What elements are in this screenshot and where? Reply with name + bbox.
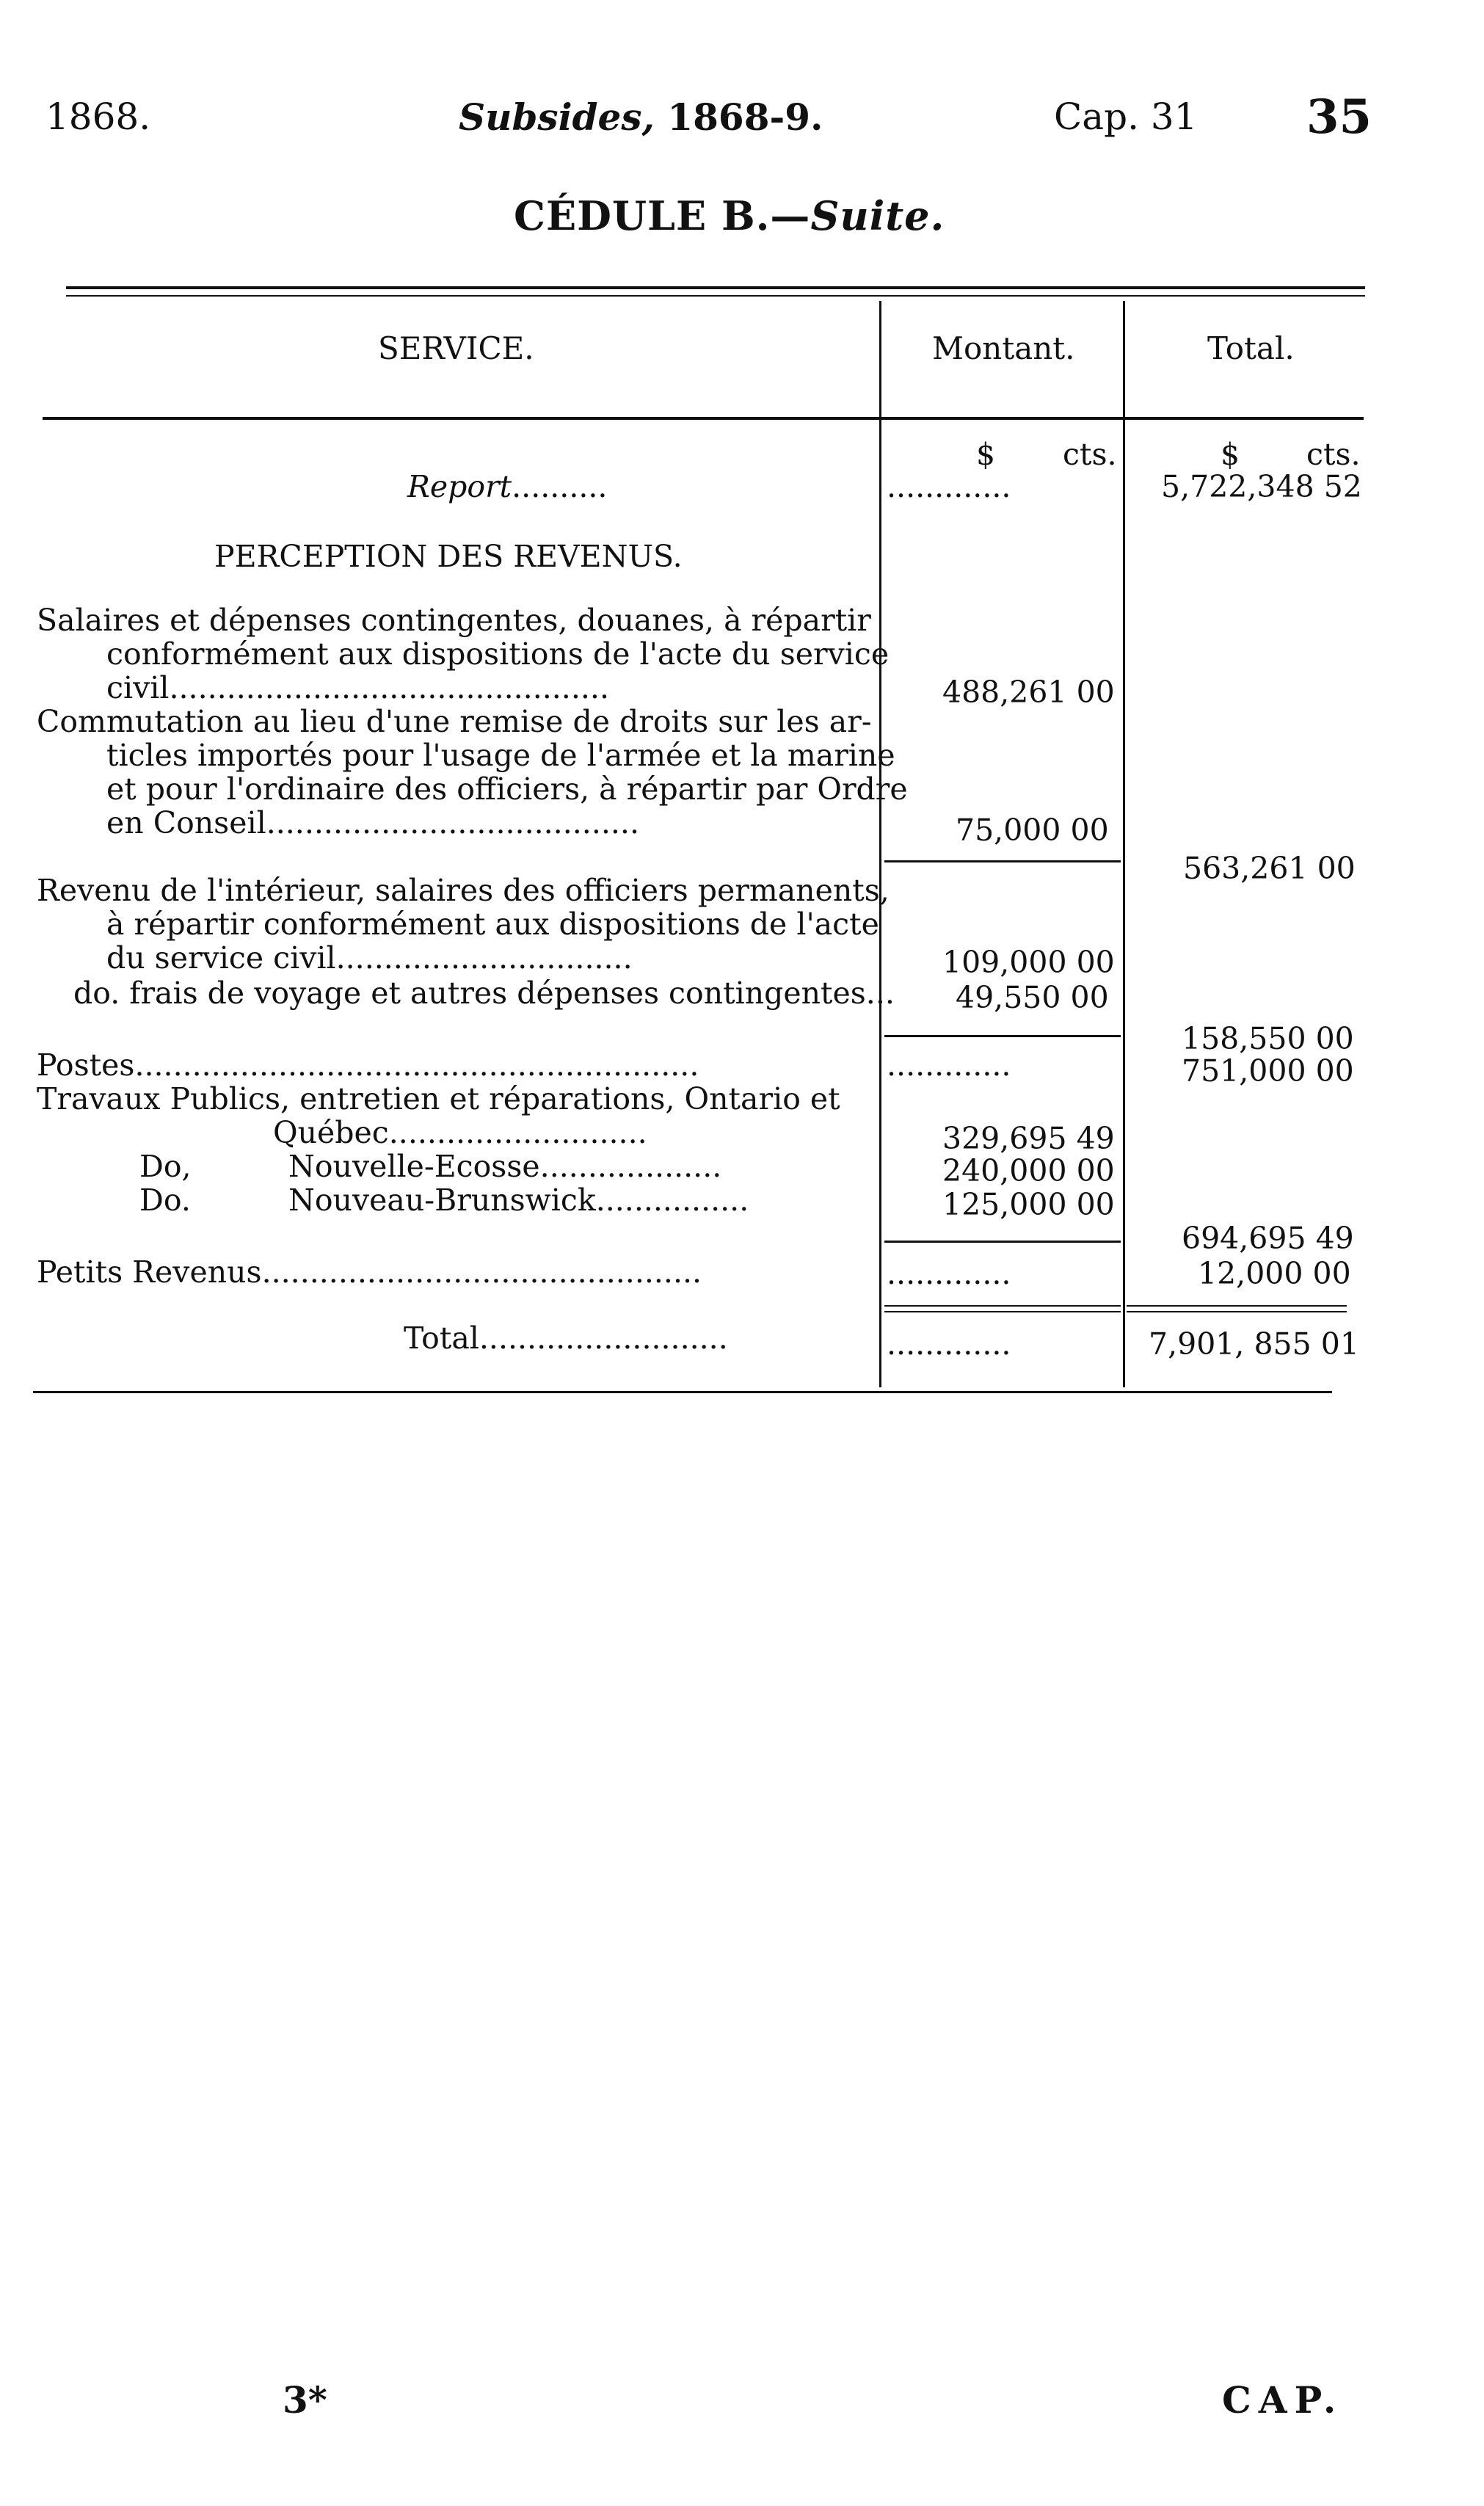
report-leader-dots: ..........	[512, 469, 608, 504]
header-year: 1868.	[46, 95, 151, 138]
travaux-leader-dots: ...........................	[388, 1115, 647, 1150]
nb-label: Nouveau-Brunswick	[288, 1183, 596, 1218]
revenu-montant: 109,000 00	[942, 945, 1115, 980]
frais-montant: 49,550 00	[956, 980, 1109, 1015]
report-montant-dots: .............	[887, 469, 1011, 504]
salaires-line-1: Salaires et dépenses contingentes, douanes, à répartir	[37, 603, 871, 638]
petits-leader-dots: ..............................................	[261, 1254, 702, 1290]
interieur-subtotal-rule	[884, 1035, 1121, 1037]
travaux-line-2	[273, 1116, 647, 1150]
frais-leader-dots: ...	[865, 976, 895, 1011]
total-rule-montant-2	[884, 1311, 1121, 1312]
column-header-total: Total.	[1207, 330, 1295, 366]
total-leader-dots: ..........................	[479, 1321, 728, 1356]
commutation-line-4-text: en Conseil	[106, 805, 266, 840]
salaires-line-2: conformément aux dispositions de l'acte du service	[106, 636, 890, 672]
running-title-italic: Subsides,	[459, 95, 655, 139]
travaux-subtotal-rule	[884, 1241, 1121, 1243]
postes-row	[37, 1048, 699, 1082]
postes-total: 751,000 00	[1182, 1053, 1354, 1089]
postes-leader-dots: ...........................................................	[134, 1047, 699, 1083]
total-row	[404, 1321, 728, 1355]
commutation-line-3: et pour l'ordinaire des officiers, à répartir par Ordre	[106, 771, 908, 807]
revenu-line-1: Revenu de l'intérieur, salaires des officiers permanents,	[37, 873, 890, 908]
ne-leader-dots: ...................	[539, 1149, 722, 1184]
frais-label: do. frais de voyage et autres dépenses contingentes	[73, 976, 866, 1011]
column-header-montant: Montant.	[932, 330, 1075, 366]
ne-row	[288, 1150, 721, 1183]
travaux-line-2-text: Québec	[273, 1115, 389, 1150]
douanes-total: 563,261 00	[1183, 851, 1356, 886]
nb-leader-dots: ................	[595, 1183, 749, 1218]
salaires-line-3	[106, 671, 609, 705]
montant-dollar-sign: $	[976, 437, 996, 472]
total-montant-dots: .............	[887, 1326, 1011, 1362]
total-cents-label: cts.	[1306, 437, 1361, 472]
page-number: 35	[1306, 90, 1372, 145]
total-label: Total	[404, 1321, 479, 1356]
douanes-subtotal-rule	[884, 860, 1121, 862]
salaires-line-3-text: civil	[106, 670, 170, 705]
table-top-rule-1	[66, 286, 1365, 289]
total-rule-total-2	[1127, 1311, 1347, 1312]
header-bottom-rule	[43, 417, 1364, 420]
postes-label: Postes	[37, 1047, 135, 1083]
column-divider-service-montant	[879, 301, 881, 1387]
revenu-leader-dots: ...............................	[335, 940, 633, 976]
ne-do: Do,	[139, 1149, 192, 1184]
nb-row	[288, 1183, 749, 1217]
running-title	[459, 95, 823, 139]
catchword: CAP.	[1222, 2378, 1344, 2422]
travaux-total: 694,695 49	[1182, 1221, 1354, 1256]
petits-montant-dots: .............	[887, 1256, 1011, 1291]
commutation-leader-dots: .......................................	[266, 805, 639, 840]
nb-do: Do.	[139, 1183, 191, 1218]
salaires-leader-dots: ..............................................	[169, 670, 609, 705]
nb-montant: 125,000 00	[942, 1187, 1115, 1222]
petits-row	[37, 1255, 702, 1289]
running-title-years: 1868-9.	[667, 95, 823, 139]
grand-total: 7,901, 855 01	[1149, 1326, 1359, 1362]
commutation-line-1: Commutation au lieu d'une remise de droits sur les ar-	[37, 704, 872, 739]
report-label: Report	[407, 469, 512, 504]
column-divider-montant-total	[1123, 301, 1125, 1387]
petits-total: 12,000 00	[1198, 1256, 1351, 1291]
section-title-suite: Suite.	[810, 192, 945, 239]
column-header-service: SERVICE.	[378, 330, 534, 366]
commutation-montant: 75,000 00	[956, 813, 1109, 848]
travaux-montant: 329,695 49	[942, 1121, 1115, 1156]
section-title	[514, 192, 945, 239]
salaires-montant: 488,261 00	[942, 675, 1115, 710]
commutation-line-4	[106, 806, 639, 840]
revenu-line-3-text: du service civil	[106, 940, 336, 976]
table-top-rule-2	[66, 295, 1365, 297]
header-chapter: Cap. 31	[1054, 95, 1198, 138]
frais-row	[73, 976, 895, 1010]
section-heading: PERCEPTION DES REVENUS.	[214, 539, 683, 574]
table-bottom-rule	[33, 1391, 1332, 1393]
ne-label: Nouvelle-Ecosse	[288, 1149, 540, 1184]
interieur-total: 158,550 00	[1182, 1021, 1354, 1056]
petits-label: Petits Revenus	[37, 1254, 262, 1290]
total-dollar-sign: $	[1221, 437, 1240, 472]
total-rule-montant-1	[884, 1305, 1121, 1307]
commutation-line-2: ticles importés pour l'usage de l'armée et la marine	[106, 738, 895, 773]
montant-cents-label: cts.	[1063, 437, 1117, 472]
postes-montant-dots: .............	[887, 1047, 1011, 1083]
ne-montant: 240,000 00	[942, 1153, 1115, 1188]
report-row	[407, 470, 607, 504]
travaux-line-1: Travaux Publics, entretien et réparations, Ontario et	[37, 1081, 840, 1116]
revenu-line-3	[106, 941, 633, 975]
revenu-line-2: à répartir conformément aux dispositions de l'acte	[106, 907, 879, 942]
report-total: 5,722,348 52	[1161, 469, 1362, 504]
section-title-main: CÉDULE B.—	[514, 192, 811, 239]
total-rule-total-1	[1127, 1305, 1347, 1307]
signature-mark: 3*	[283, 2378, 327, 2422]
